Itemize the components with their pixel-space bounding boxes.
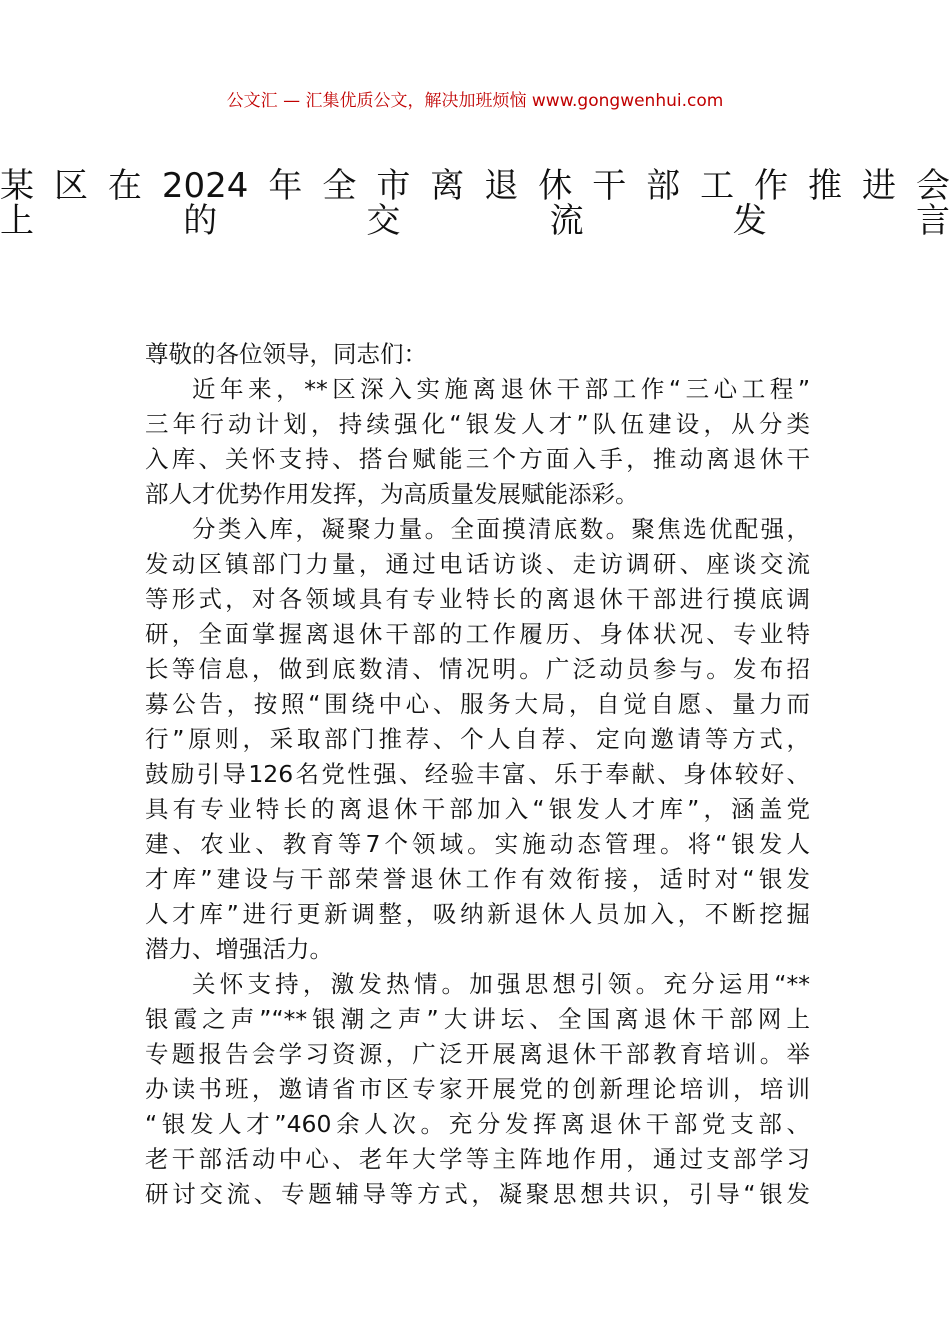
paragraph-line: 研讨交流、专题辅导等方式，凝聚思想共识，引导“银发 — [145, 1180, 810, 1208]
paragraph-line: 关怀支持，激发热情。加强思想引领。充分运用“** — [192, 970, 810, 998]
paragraph-line: 建、农业、教育等7个领域。实施动态管理。将“银发人 — [145, 830, 810, 858]
paragraph-line: 潜力、增强活力。 — [145, 935, 333, 963]
title-line-2: 上的交流发言 — [0, 201, 950, 241]
paragraph-line: 办读书班，邀请省市区专家开展党的创新理论培训，培训 — [145, 1075, 810, 1103]
paragraph-line: 具有专业特长的离退休干部加入“银发人才库”，涵盖党 — [145, 795, 810, 823]
paragraph-line: 三年行动计划，持续强化“银发人才”队伍建设，从分类 — [145, 410, 810, 438]
salutation: 尊敬的各位领导，同志们： — [145, 340, 427, 368]
paragraph-line: 分类入库，凝聚力量。全面摸清底数。聚焦选优配强， — [192, 515, 810, 543]
source-banner: 公文汇 — 汇集优质公文，解决加班烦恼 www.gongwenhui.com — [226, 91, 724, 111]
paragraph-line: 部人才优势作用发挥，为高质量发展赋能添彩。 — [145, 480, 639, 508]
paragraph-line: 发动区镇部门力量，通过电话访谈、走访调研、座谈交流 — [145, 550, 810, 578]
paragraph-line: 银霞之声”“**银潮之声”大讲坛、全国离退休干部网上 — [145, 1005, 810, 1033]
paragraph-line: “银发人才”460余人次。充分发挥离退休干部党支部、 — [145, 1110, 810, 1138]
paragraph-line: 鼓励引导126名党性强、经验丰富、乐于奉献、身体较好、 — [145, 760, 810, 788]
paragraph-line: 人才库”进行更新调整，吸纳新退休人员加入，不断挖掘 — [145, 900, 810, 928]
paragraph-line: 近年来，**区深入实施离退休干部工作“三心工程” — [192, 375, 810, 403]
paragraph-line: 募公告，按照“围绕中心、服务大局，自觉自愿、量力而 — [145, 690, 810, 718]
paragraph-line: 专题报告会学习资源，广泛开展离退休干部教育培训。举 — [145, 1040, 810, 1068]
document-body — [145, 337, 810, 1212]
paragraph-line: 老干部活动中心、老年大学等主阵地作用，通过支部学习 — [145, 1145, 810, 1173]
paragraph-line: 等形式，对各领域具有专业特长的离退休干部进行摸底调 — [145, 585, 810, 613]
paragraph-line: 研，全面掌握离退休干部的工作履历、身体状况、专业特 — [145, 620, 810, 648]
title-line-1: 某区在2024年全市离退休干部工作推进会 — [0, 166, 950, 206]
document-title — [0, 148, 950, 241]
paragraph-line: 入库、关怀支持、搭台赋能三个方面入手，推动离退休干 — [145, 445, 810, 473]
paragraph-line: 行”原则，采取部门推荐、个人自荐、定向邀请等方式， — [145, 725, 810, 753]
paragraph-line: 才库”建设与干部荣誉退休工作有效衔接，适时对“银发 — [145, 865, 810, 893]
paragraph-line: 长等信息，做到底数清、情况明。广泛动员参与。发布招 — [145, 655, 810, 683]
